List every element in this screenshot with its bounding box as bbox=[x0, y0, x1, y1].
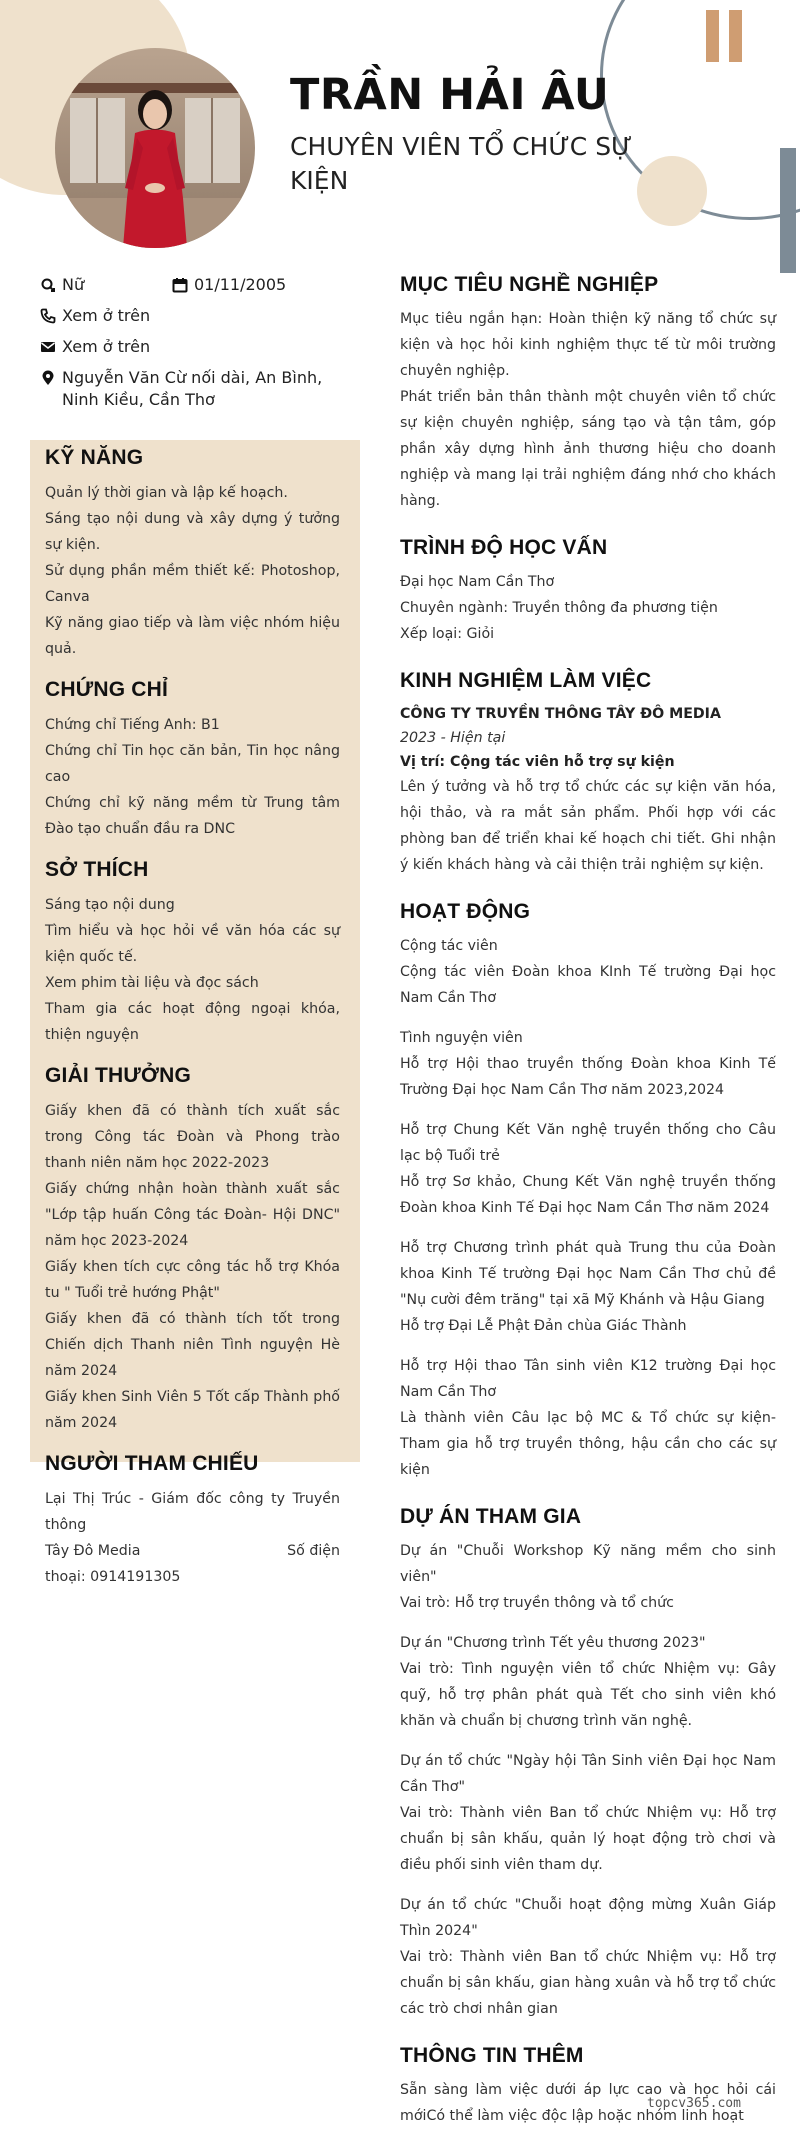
reference-line bbox=[45, 1538, 340, 1564]
activity-group bbox=[400, 1117, 776, 1221]
section-title: KỸ NĂNG bbox=[45, 446, 144, 469]
certificate-item: Chứng chỉ Tin học căn bản, Tin học nâng cao bbox=[45, 743, 340, 785]
award-item: Giấy khen Sinh Viên 5 Tốt cấp Thành phố năm 2024 bbox=[45, 1389, 340, 1431]
project-line: Dự án tổ chức "Ngày hội Tân Sinh viên Đại học Nam Cần Thơ" bbox=[400, 1753, 776, 1795]
section-title: TRÌNH ĐỘ HỌC VẤN bbox=[400, 536, 608, 559]
references-section bbox=[45, 1452, 340, 1590]
activity-line: Là thành viên Câu lạc bộ MC & Tổ chức sự kiện- Tham gia hỗ trợ truyền thông, hậu cần cho các sự kiện bbox=[400, 1410, 776, 1478]
project-line: Vai trò: Thành viên Ban tổ chức Nhiệm vụ: Hỗ trợ chuẩn bị sân khấu, gian hàng xuân và hỗ trợ tổ chức các trò chơi nhân gian bbox=[400, 1949, 776, 2017]
experience-section bbox=[400, 669, 776, 878]
hobby-item: Tham gia các hoạt động ngoại khóa, thiện nguyện bbox=[45, 1001, 340, 1043]
hobby-item: Xem phim tài liệu và đọc sách bbox=[45, 975, 259, 991]
activity-group bbox=[400, 1353, 776, 1483]
education-line: Đại học Nam Cần Thơ bbox=[400, 574, 555, 590]
projects-section bbox=[400, 1505, 776, 2022]
activity-line: Hỗ trợ Chương trình phát quà Trung thu của Đoàn khoa Kinh Tế trường Đại học Nam Cần Thơ chủ đề "Nụ cười đêm trăng" tại xã Mỹ Khánh và Hậu Giang bbox=[400, 1240, 776, 1308]
section-title: MỤC TIÊU NGHỀ NGHIỆP bbox=[400, 273, 659, 296]
project-line: Dự án tổ chức "Chuỗi hoạt động mừng Xuân Giáp Thìn 2024" bbox=[400, 1897, 776, 1939]
project-line: Dự án "Chương trình Tết yêu thương 2023" bbox=[400, 1635, 706, 1651]
activity-line: Hỗ trợ Hội thao Tân sinh viên K12 trường Đại học Nam Cần Thơ bbox=[400, 1358, 776, 1400]
project-group bbox=[400, 1892, 776, 2022]
activity-group bbox=[400, 933, 776, 1011]
work-description: Lên ý tưởng và hỗ trợ tổ chức các sự kiện văn hóa, hội thảo, và ra mắt sản phẩm. Phối hợp với các phòng ban để triển khai kế hoạch chi tiết. Ghi nhận ý kiến khách hàng và cải thiện trải nghiệm sự kiện. bbox=[400, 779, 776, 873]
email-value: Xem ở trên bbox=[62, 337, 151, 356]
award-item: Giấy khen tích cực công tác hỗ trợ Khóa tu " Tuổi trẻ hướng Phật" bbox=[45, 1259, 340, 1301]
right-column bbox=[400, 273, 776, 2151]
address-value: Nguyễn Văn Cừ nối dài, An Bình, Ninh Kiều, Cần Thơ bbox=[62, 368, 323, 409]
reference-phone-label: Số điện bbox=[287, 1543, 340, 1559]
candidate-name: TRẦN HẢI ÂU bbox=[290, 70, 610, 120]
education-line: Xếp loại: Giỏi bbox=[400, 626, 495, 642]
certificate-item: Chứng chỉ Tiếng Anh: B1 bbox=[45, 717, 220, 733]
watermark: topcv365.com bbox=[647, 2096, 741, 2111]
awards-section bbox=[45, 1064, 340, 1436]
gender-value: Nữ bbox=[62, 275, 85, 294]
job-title: CHUYÊN VIÊN TỔ CHỨC SỰ KIỆN bbox=[290, 132, 633, 195]
gender-icon bbox=[40, 274, 62, 296]
decorative-bar bbox=[729, 10, 742, 62]
calendar-icon bbox=[172, 274, 194, 296]
avatar bbox=[55, 48, 255, 248]
skills-section bbox=[45, 446, 340, 662]
skill-item: Kỹ năng giao tiếp và làm việc nhóm hiệu quả. bbox=[45, 615, 340, 657]
section-title: CHỨNG CHỈ bbox=[45, 678, 169, 701]
section-title: THÔNG TIN THÊM bbox=[400, 2044, 584, 2067]
activity-line: Hỗ trợ Hội thao truyền thống Đoàn khoa Kinh Tế Trường Đại học Nam Cần Thơ năm 2023,2024 bbox=[400, 1056, 776, 1098]
project-group bbox=[400, 1538, 776, 1616]
project-group bbox=[400, 1748, 776, 1878]
decorative-bar bbox=[780, 148, 796, 273]
phone-icon bbox=[40, 305, 62, 327]
decorative-bar bbox=[706, 10, 719, 62]
activity-line: Cộng tác viên Đoàn khoa KInh Tế trường Đại học Nam Cần Thơ bbox=[400, 964, 776, 1006]
location-pin-icon bbox=[40, 367, 62, 389]
hobby-item: Tìm hiểu và học hỏi về văn hóa các sự kiện quốc tế. bbox=[45, 923, 340, 965]
reference-phone: thoại: 0914191305 bbox=[45, 1569, 181, 1585]
email-icon bbox=[40, 336, 62, 358]
project-line: Vai trò: Hỗ trợ truyền thông và tổ chức bbox=[400, 1595, 674, 1611]
skill-item: Sử dụng phần mềm thiết kế: Photoshop, Canva bbox=[45, 563, 340, 605]
project-line: Vai trò: Thành viên Ban tổ chức Nhiệm vụ: Hỗ trợ chuẩn bị sân khấu, quản lý hoạt động trò chơi và điều phối sinh viên tham dự. bbox=[400, 1805, 776, 1873]
work-period: 2023 - Hiện tại bbox=[400, 730, 506, 746]
phone-value: Xem ở trên bbox=[62, 306, 151, 325]
activity-line: Hỗ trợ Đại Lễ Phật Đản chùa Giác Thành bbox=[400, 1318, 687, 1334]
section-title: GIẢI THƯỞNG bbox=[45, 1064, 192, 1087]
activity-line: Hỗ trợ Sơ khảo, Chung Kết Văn nghệ truyền thống Đoàn khoa Kinh Tế Đại học Nam Cần Thơ năm 2024 bbox=[400, 1174, 776, 1216]
additional-info-section bbox=[400, 2044, 776, 2129]
skill-item: Sáng tạo nội dung và xây dựng ý tưởng sự kiện. bbox=[45, 511, 340, 553]
section-title: KINH NGHIỆM LÀM VIỆC bbox=[400, 669, 652, 692]
activity-group bbox=[400, 1235, 776, 1339]
left-panel bbox=[30, 440, 360, 1585]
award-item: Giấy khen đã có thành tích tốt trong Chiến dịch Thanh niên Tình nguyện Hè năm 2024 bbox=[45, 1311, 340, 1379]
certificate-item: Chứng chỉ kỹ năng mềm từ Trung tâm Đào tạo chuẩn đầu ra DNC bbox=[45, 795, 340, 837]
hobbies-section bbox=[45, 858, 340, 1048]
section-title: SỞ THÍCH bbox=[45, 858, 149, 881]
education-section bbox=[400, 536, 776, 647]
objective-paragraph: Mục tiêu ngắn hạn: Hoàn thiện kỹ năng tổ chức sự kiện và học hỏi kinh nghiệm thực tế từ môi trường chuyên nghiệp. bbox=[400, 311, 776, 379]
activities-section bbox=[400, 900, 776, 1483]
birthday-value: 01/11/2005 bbox=[194, 275, 287, 294]
objective-paragraph: Phát triển bản thân thành một chuyên viên tổ chức sự kiện chuyên nghiệp, sáng tạo và tận tâm, góp phần xây dựng hình ảnh thương hiệu cho doanh nghiệp và mang lại trải nghiệm đáng nhớ cho khách hàng. bbox=[400, 389, 776, 509]
award-item: Giấy chứng nhận hoàn thành xuất sắc "Lớp tập huấn Công tác Đoàn- Hội DNC" năm học 2023-2024 bbox=[45, 1181, 340, 1249]
company-name: CÔNG TY TRUYỀN THÔNG TÂY ĐÔ MEDIA bbox=[400, 706, 721, 722]
activity-line: Tình nguyện viên bbox=[400, 1030, 523, 1046]
hobby-item: Sáng tạo nội dung bbox=[45, 897, 175, 913]
education-line: Chuyên ngành: Truyền thông đa phương tiện bbox=[400, 600, 718, 616]
skill-item: Quản lý thời gian và lập kế hoạch. bbox=[45, 485, 288, 501]
additional-info-text: Sẵn sàng làm việc dưới áp lực cao và học hỏi cái mớiCó thể làm việc độc lập hoặc nhóm linh hoạt bbox=[400, 2082, 776, 2124]
reference-company: Tây Đô Media bbox=[45, 1543, 141, 1559]
reference-line: Lại Thị Trúc - Giám đốc công ty Truyền thông bbox=[45, 1491, 340, 1533]
contact-info bbox=[40, 274, 345, 420]
section-title: HOẠT ĐỘNG bbox=[400, 900, 531, 923]
section-title: DỰ ÁN THAM GIA bbox=[400, 1505, 582, 1528]
certificates-section bbox=[45, 678, 340, 842]
activity-line: Cộng tác viên bbox=[400, 938, 498, 954]
objective-section bbox=[400, 273, 776, 514]
section-title: NGƯỜI THAM CHIẾU bbox=[45, 1452, 259, 1475]
activity-line: Hỗ trợ Chung Kết Văn nghệ truyền thống cho Câu lạc bộ Tuổi trẻ bbox=[400, 1122, 776, 1164]
award-item: Giấy khen đã có thành tích xuất sắc trong Công tác Đoàn và Phong trào thanh niên năm học 2022-2023 bbox=[45, 1103, 340, 1171]
project-group bbox=[400, 1630, 776, 1734]
project-line: Dự án "Chuỗi Workshop Kỹ năng mềm cho sinh viên" bbox=[400, 1543, 776, 1585]
work-role: Vị trí: Cộng tác viên hỗ trợ sự kiện bbox=[400, 754, 675, 770]
project-line: Vai trò: Tình nguyện viên tổ chức Nhiệm vụ: Gây quỹ, hỗ trợ phân phát quà Tết cho sinh viên khó khăn và chuẩn bị chương trình văn nghệ. bbox=[400, 1661, 776, 1729]
activity-group bbox=[400, 1025, 776, 1103]
